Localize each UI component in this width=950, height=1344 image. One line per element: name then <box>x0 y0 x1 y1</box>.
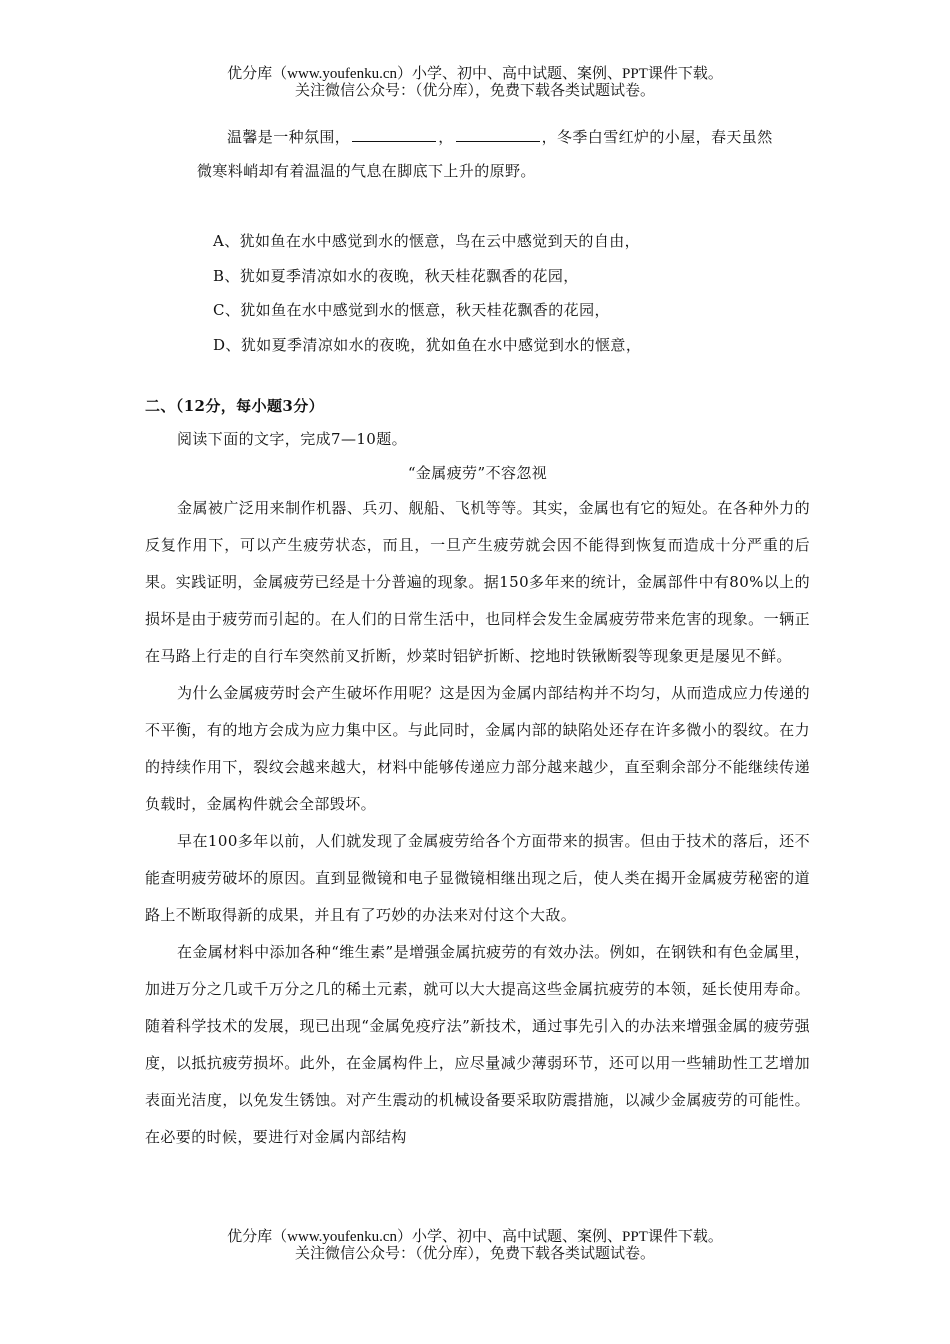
question-6-options <box>145 224 810 362</box>
footer-line-2: 关注微信公众号：（优分库），免费下载各类试题试卷。 <box>294 1246 655 1262</box>
option-a: A、犹如鱼在水中感觉到水的惬意，鸟在云中感觉到天的自由， <box>213 232 641 250</box>
article-paragraph-2: 为什么金属疲劳时会产生破坏作用呢？这是因为金属内部结构并不均匀，从而造成应力传递的不平衡，有的地方会成为应力集中区。与此同时，金属内部的缺陷处还存在许多微小的裂纹。在力的持续作用下，裂纹会越来越大，材料中能够传递应力部分越来越少，直至剩余部分不能继续传递负载时，金属构件就会全部毁坏。 <box>145 684 810 813</box>
article-paragraph-4: 在金属材料中添加各种“维生素”是增强金属抗疲劳的有效办法。例如，在钢铁和有色金属里，加进万分之几或千万分之几的稀土元素，就可以大大提高这些金属抗疲劳的本领，延长使用寿命。随着科学技术的发展，现已出现“金属免疫疗法”新技术，通过事先引入的办法来增强金属的疲劳强度，以抵抗疲劳损坏。此外，在金属构件上，应尽量减少薄弱环节，还可以用一些辅助性工艺增加表面光洁度，以免发生锈蚀。对产生震动的机械设备要采取防震措施，以减少金属疲劳的可能性。在必要的时候，要进行对金属内部结构 <box>145 943 810 1146</box>
stem-comma: ， <box>438 128 454 146</box>
header-line-2: 关注微信公众号：（优分库），免费下载各类试题试卷。 <box>294 83 655 99</box>
option-b: B、犹如夏季清凉如水的夜晚，秋天桂花飘香的花园， <box>213 266 579 285</box>
stem-rest: ，冬季白雪红炉的小屋，春天虽然 <box>541 128 773 146</box>
footer-line-1: 优分库（www.youfenku.cn）小学、初中、高中试题、案例、PPT课件下载。 <box>227 1229 723 1245</box>
article-paragraph-1: 金属被广泛用来制作机器、兵刃、舰船、飞机等等。其实，金属也有它的短处。在各种外力的反复作用下，可以产生疲劳状态，而且，一旦产生疲劳就会因不能得到恢复而造成十分严重的后果。实践证明，金属疲劳已经是十分普遍的现象。据150多年来的统计，金属部件中有80%以上的损坏是由于疲劳而引起的。在人们的日常生活中，也同样会发生金属疲劳带来危害的现象。一辆正在马路上行走的自行车突然前叉折断，炒菜时铝铲折断、挖地时铁锹断裂等现象更是屡见不鲜。 <box>145 499 810 665</box>
page-header <box>0 66 950 100</box>
option-c: C、犹如鱼在水中感觉到水的惬意，秋天桂花飘香的花园， <box>213 301 610 319</box>
question-6-stem <box>145 120 810 188</box>
stem-line-2: 微寒料峭却有着温温的气息在脚底下上升的原野。 <box>197 162 536 180</box>
section-2-title: 二、（12分，每小题3分） <box>145 397 325 415</box>
answer-blank-2 <box>456 127 540 142</box>
reading-instruction: 阅读下面的文字，完成7—10题。 <box>177 430 408 448</box>
page-footer <box>0 1229 950 1263</box>
article-title: “金属疲劳”不容忽视 <box>407 464 548 482</box>
option-d: D、犹如夏季清凉如水的夜晚，犹如鱼在水中感觉到水的惬意， <box>213 335 642 354</box>
answer-blank-1 <box>352 127 436 142</box>
document-body <box>145 120 810 1156</box>
stem-start: 温馨是一种氛围， <box>227 128 351 146</box>
header-line-1: 优分库（www.youfenku.cn）小学、初中、高中试题、案例、PPT课件下载。 <box>227 66 723 82</box>
article-paragraph-3: 早在100多年以前，人们就发现了金属疲劳给各个方面带来的损害。但由于技术的落后，还不能查明疲劳破坏的原因。直到显微镜和电子显微镜相继出现之后，使人类在揭开金属疲劳秘密的道路上不断取得新的成果，并且有了巧妙的办法来对付这个大敌。 <box>145 832 810 924</box>
